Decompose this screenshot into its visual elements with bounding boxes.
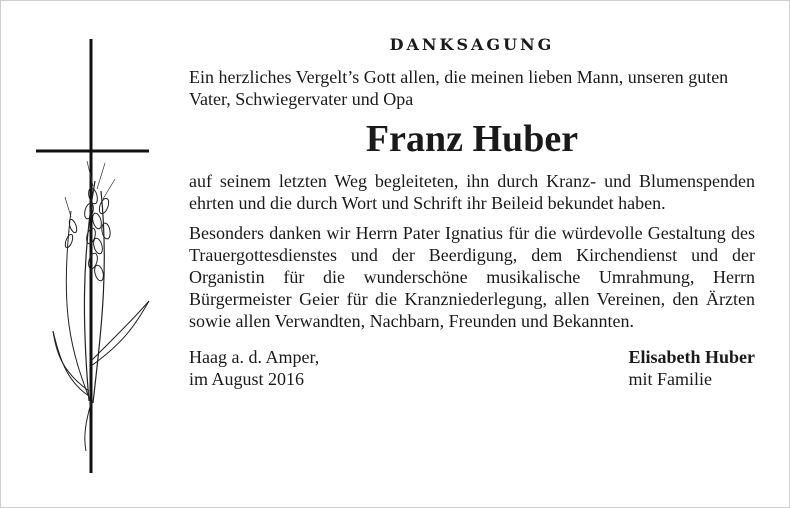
- place: Haag a. d. Amper,: [189, 347, 320, 367]
- intro-paragraph: Ein herzliches Vergelt’s Gott allen, die meinen lieben Mann, unseren guten Vater, Schwiegervater und Opa: [189, 67, 729, 109]
- place-date: [189, 346, 319, 390]
- notice-content: [189, 35, 755, 390]
- signature-block: [189, 346, 755, 390]
- date: im August 2016: [189, 369, 305, 389]
- thanks-paragraph-1: auf seinem letzten Weg begleiteten, ihn durch Kranz- und Blumenspenden ehrten und die durch Wort und Schrift ihr Beileid bekundet haben.: [189, 171, 755, 213]
- signer-name: Elisabeth Huber: [628, 347, 755, 367]
- signer: [628, 346, 755, 390]
- thanks-paragraph-2: Besonders danken wir Herrn Pater Ignatius für die würdevolle Gestaltung des Trauergottesdienstes und der Beerdigung, dem Kirchendienst und der Organistin für die wunderschöne musikalische Umrahmung, Herrn Bürgermeister Geier für die Kranzniederlegung, allen Vereinen, den Ärzten sowie allen Verwandten, Nachbarn, Freunden und Bekannten.: [189, 223, 755, 331]
- signer-suffix: mit Familie: [628, 369, 712, 389]
- notice-heading: DANKSAGUNG: [389, 35, 555, 54]
- cross-with-wheat-icon: [31, 31, 161, 481]
- deceased-name: Franz Huber: [365, 118, 579, 160]
